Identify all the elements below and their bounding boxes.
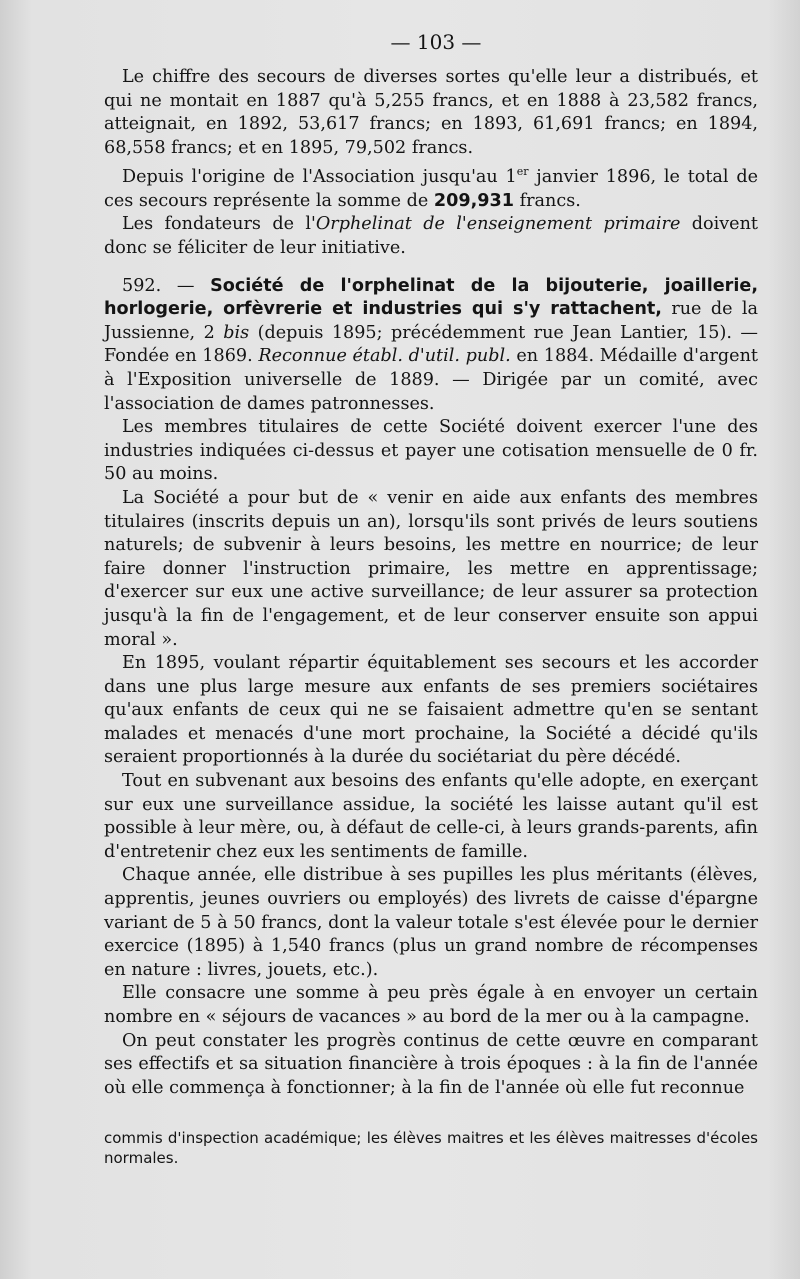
paragraph-livrets: Chaque année, elle distribue à ses pupilles les plus méritants (élèves, apprentis, jeunes ouvriers ou employés) des livrets de caisse d'épargne variant de 5 à 50 francs, dont la valeur totale s'est élevée pour le dernier exercice (1895) à 1,540 francs (plus un grand nombre de récompenses en nature : livres, jouets, etc.). [104,865,758,980]
paragraph-fondateurs: Les fondateurs de l'Orphelinat de l'enseignement primaire doivent donc se féliciter de leur initiative. [104,214,758,259]
paragraph-societe-592: 592. — Société de l'orphelinat de la bijouterie, joaillerie, horlogerie, orfèvrerie et industries qui s'y rattachent, rue de la Jussienne, 2 bis (depuis 1895; précédemment rue Jean Lantier, 15). — Fondée en 1869. Reconnue établ. d'util. publ. en 1884. Médaille d'argent à l'Exposition universelle de 1889. — Dirigée par un comité, avec l'association de dames patronnesses. [104,275,759,414]
paragraph-but: La Société a pour but de « venir en aide aux enfants des membres titulaires (inscrits depuis un an), lorsqu'ils sont privés de leurs soutiens naturels; de subvenir à leurs besoins, les mettre en nourrice; de leur faire donner l'instruction primaire, les mettre en apprentissage; d'exercer sur eux une active surveillance; de leur assurer sa protection jusqu'à la fin de l'engagement, et de leur conserver ensuite son appui moral ». [104,487,758,650]
total-amount: 209,931 [433,190,514,211]
orphelinat-name: Orphelinat de l'enseignement primaire [315,214,681,235]
paragraph-membres: Les membres titulaires de cette Société doivent exercer l'une des industries indiquées ci-dessus et payer une cotisation mensuelle de 0 fr. 50 au moins. [104,417,758,485]
paragraph-1895: En 1895, voulant répartir équitablement ses secours et les accorder dans une plus large mesure aux enfants de ses premiers sociétaires qu'aux enfants de ceux qui ne se faisaient admettre qu'en se sentant malades et menacés d'une mort prochaine, la Société a décidé qu'ils seraient proportionnés à la durée du sociétariat du père décédé. [104,653,758,768]
page-number: — 103 — [390,30,482,54]
reconnue-label: Reconnue établ. d'util. publ. [258,346,511,367]
societe-title: Société de l'orphelinat de la bijouterie, joaillerie, horlogerie, orfèvrerie et industries qui s'y rattachent, [104,275,759,320]
paragraph-secours-chiffre: Le chiffre des secours de diverses sortes qu'elle leur a distribués, et qui ne montait en 1887 qu'à 5,255 francs, et en 1888 à 23,582 francs, atteignait, en 1892, 53,617 francs; en 1893, 61,691 francs; en 1894, 68,558 francs; et en 1895, 79,502 francs. [104,67,758,158]
paragraph-total-secours: Depuis l'origine de l'Association jusqu'au 1er janvier 1896, le total de ces secours représente la somme de 209,931 francs. [104,165,758,211]
paragraph-surveillance: Tout en subvenant aux besoins des enfants qu'elle adopte, en exerçant sur eux une surveillance assidue, la société les laisse autant qu'il est possible à leur mère, ou, à défaut de celle-ci, à leurs grands-parents, afin d'entretenir chez eux les sentiments de famille. [104,771,758,862]
entry-number: 592. — [122,275,211,296]
footnote: commis d'inspection académique; les élèves maitres et les élèves maitresses d'écoles normales. [104,1129,758,1167]
paragraph-vacances: Elle consacre une somme à peu près égale à en envoyer un certain nombre en « séjours de vacances » au bord de la mer ou à la campagne. [104,983,758,1028]
paragraph-progres: On peut constater les progrès continus de cette œuvre en comparant ses effectifs et sa situation financière à trois époques : à la fin de l'année où elle commença à fonctionner; à la fin de l'année où elle fut reconnue [104,1030,758,1098]
